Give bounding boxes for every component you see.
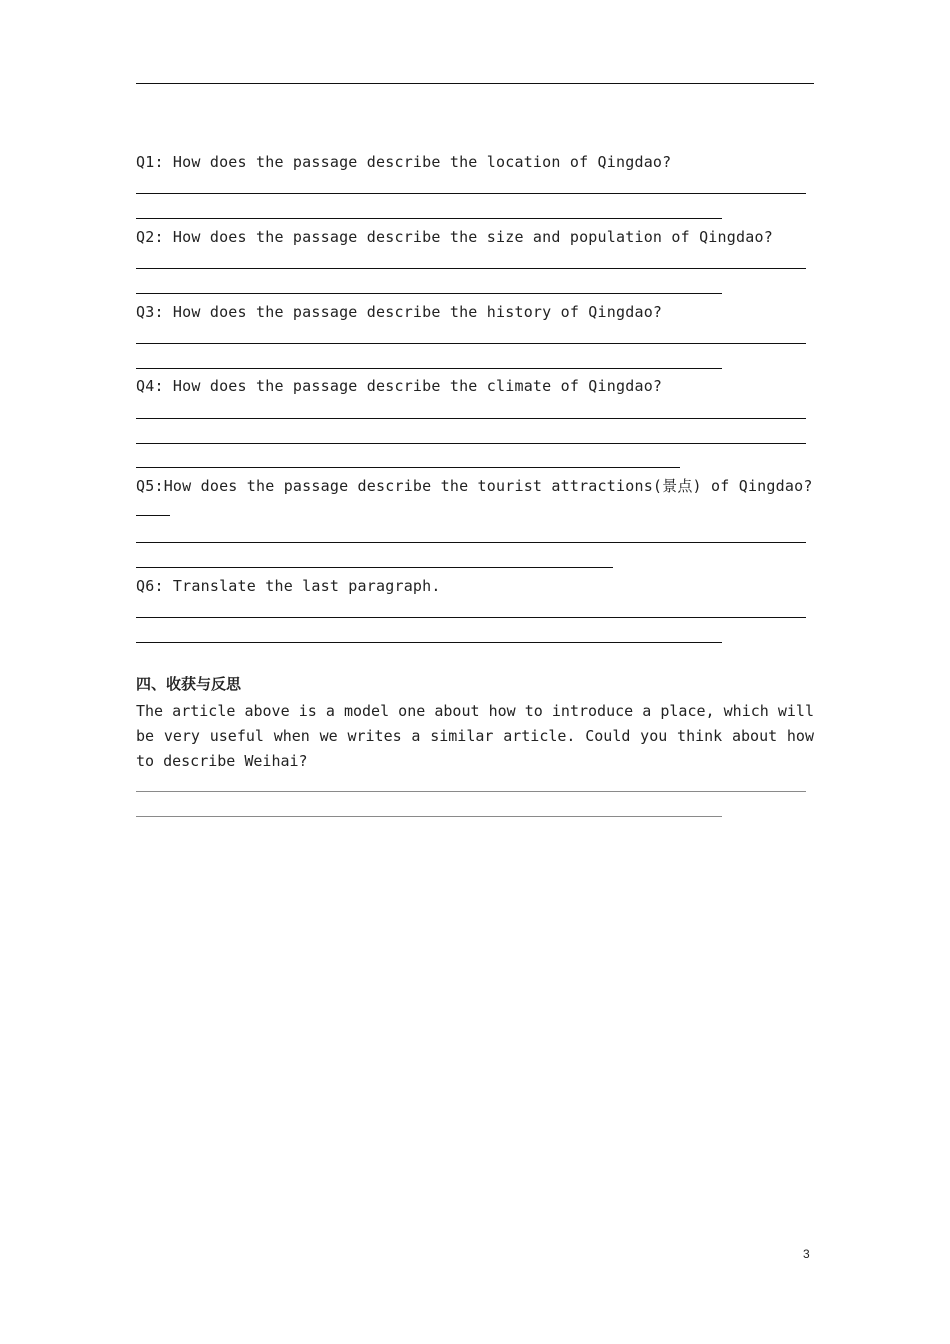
answer-line[interactable]: [136, 567, 613, 568]
answer-line[interactable]: [136, 268, 806, 269]
answer-line-stub[interactable]: [136, 515, 170, 516]
reflection-paragraph: The article above is a model one about how to introduce a place, which will be very useful when we writes a similar article. Could you think about how to describe Weihai?: [136, 702, 814, 770]
page-number: 3: [803, 1247, 810, 1261]
top-rule: [136, 83, 814, 84]
answer-line[interactable]: [136, 642, 722, 643]
answer-line[interactable]: [136, 293, 722, 294]
question-2: Q2: How does the passage describe the size and population of Qingdao?: [136, 228, 773, 246]
answer-line[interactable]: [136, 343, 806, 344]
question-6: Q6: Translate the last paragraph.: [136, 577, 441, 595]
question-5: Q5:How does the passage describe the tourist attractions(景点) of Qingdao?: [136, 477, 813, 495]
answer-line[interactable]: [136, 193, 806, 194]
question-4: Q4: How does the passage describe the climate of Qingdao?: [136, 377, 663, 395]
question-1: Q1: How does the passage describe the location of Qingdao?: [136, 153, 672, 171]
answer-line[interactable]: [136, 368, 722, 369]
answer-line[interactable]: [136, 617, 806, 618]
answer-line[interactable]: [136, 791, 806, 792]
question-3: Q3: How does the passage describe the history of Qingdao?: [136, 303, 663, 321]
answer-line[interactable]: [136, 418, 806, 419]
answer-line[interactable]: [136, 443, 806, 444]
answer-line[interactable]: [136, 542, 806, 543]
section-heading-reflection: 四、收获与反思: [136, 675, 242, 693]
answer-line[interactable]: [136, 816, 722, 817]
answer-line[interactable]: [136, 467, 680, 468]
answer-line[interactable]: [136, 218, 722, 219]
